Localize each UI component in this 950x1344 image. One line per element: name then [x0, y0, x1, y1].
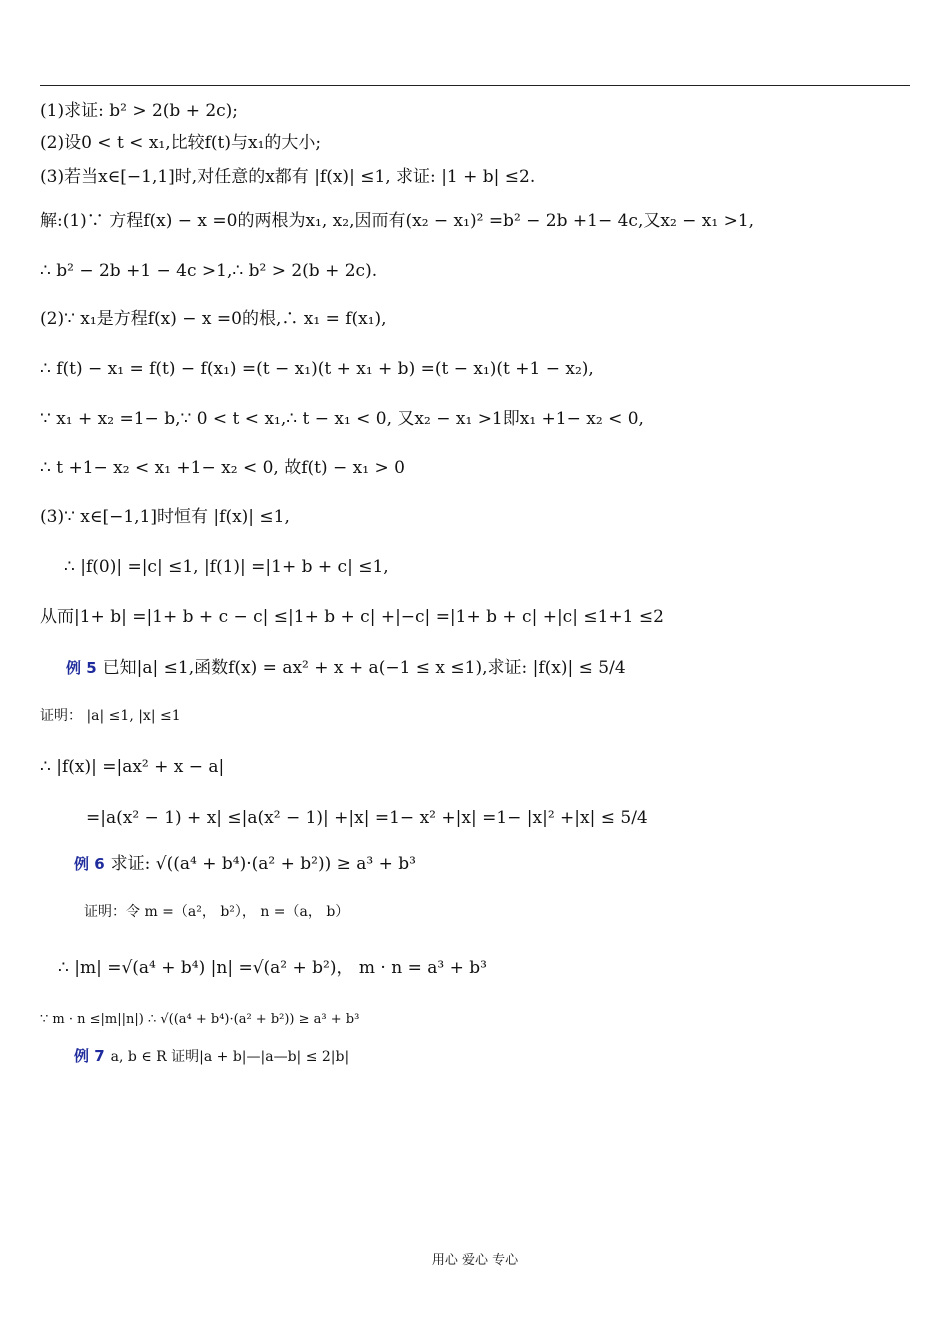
solution-line-9: 从而|1+ b| =|1+ b + c − c| ≤|1+ b + c| +|−c| =|1+ b + c| +|c| ≤1+1 ≤2 — [40, 607, 664, 627]
example-6-step-1: ∴ |m| =√(a⁴ + b⁴) |n| =√(a² + b²)， m · n = a³ + b³ — [58, 958, 487, 978]
solution-line-7: (3)∵ x∈[−1,1]时恒有 |f(x)| ≤1, — [40, 507, 290, 527]
solution-line-2: ∴ b² − 2b +1 − 4c >1,∴ b² > 2(b + 2c). — [40, 261, 378, 281]
example-6 — [74, 852, 416, 876]
problem-part-3: (3)若当x∈[−1,1]时,对任意的x都有 |f(x)| ≤1, 求证: |1 + b| ≤2. — [40, 167, 536, 187]
example-7 — [74, 1044, 349, 1069]
solution-line-3: (2)∵ x₁是方程f(x) − x =0的根,∴ x₁ = f(x₁), — [40, 309, 387, 329]
example-6-step-2: ∵ m · n ≤|m||n|) ∴ √((a⁴ + b⁴)·(a² + b²)) ≥ a³ + b³ — [40, 1012, 360, 1027]
example-5-label: 例 5 — [66, 659, 97, 677]
example-6-text: 求证: √((a⁴ + b⁴)·(a² + b²)) ≥ a³ + b³ — [110, 854, 416, 874]
solution-line-1: 解:(1)∵ 方程f(x) − x =0的两根为x₁, x₂,因而有(x₂ − x₁)² =b² − 2b +1− 4c,又x₂ − x₁ >1, — [40, 211, 755, 231]
example-5 — [66, 656, 626, 680]
solution-line-5: ∵ x₁ + x₂ =1− b,∵ 0 < t < x₁,∴ t − x₁ < 0, 又x₂ − x₁ >1即x₁ +1− x₂ < 0, — [40, 409, 644, 429]
problem-part-2: (2)设0 < t < x₁,比较f(t)与x₁的大小; — [40, 133, 322, 153]
solution-line-4: ∴ f(t) − x₁ = f(t) − f(x₁) =(t − x₁)(t + x₁ + b) =(t − x₁)(t +1 − x₂), — [40, 359, 594, 379]
solution-line-6: ∴ t +1− x₂ < x₁ +1− x₂ < 0, 故f(t) − x₁ > 0 — [40, 458, 405, 478]
problem-part-1: (1)求证: b² > 2(b + 2c); — [40, 101, 239, 121]
header-rule — [40, 85, 910, 86]
example-7-text: a, b ∈ R 证明|a + b|—|a—b| ≤ 2|b| — [110, 1049, 350, 1065]
example-5-step-2: =|a(x² − 1) + x| ≤|a(x² − 1)| +|x| =1− x² +|x| =1− |x|² +|x| ≤ 5/4 — [86, 808, 648, 828]
example-6-label: 例 6 — [74, 855, 105, 873]
example-5-text: 已知|a| ≤1,函数f(x) = ax² + x + a(−1 ≤ x ≤1),求证: |f(x)| ≤ 5/4 — [102, 658, 626, 678]
solution-line-8: ∴ |f(0)| =|c| ≤1, |f(1)| =|1+ b + c| ≤1, — [64, 557, 389, 577]
example-6-proof: 证明：令 m =（a²， b²）， n =（a， b） — [84, 904, 350, 920]
page-footer: 用心 爱心 专心 — [431, 1253, 519, 1268]
example-5-step-1: ∴ |f(x)| =|ax² + x − a| — [40, 757, 225, 777]
example-5-proof: 证明： |a| ≤1, |x| ≤1 — [40, 708, 181, 724]
example-7-label: 例 7 — [74, 1047, 105, 1065]
